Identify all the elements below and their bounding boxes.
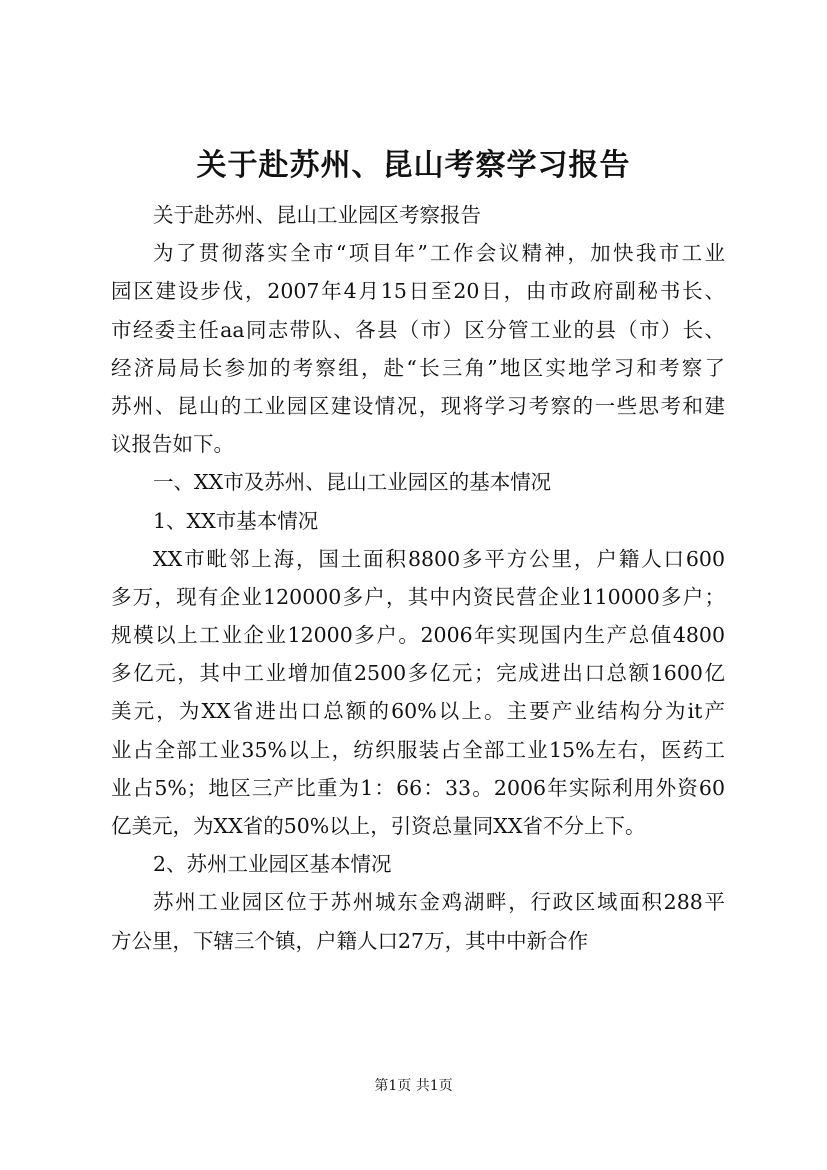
paragraph-line: 经济局局长参加的考察组，赴“长三角”地区实地学习和考察了 <box>111 355 725 380</box>
paragraph-line: 苏州工业园区位于苏州城东金鸡湖畔，行政区域面积288平 <box>153 890 725 915</box>
subtitle-line: 关于赴苏州、昆山工业园区考察报告 <box>153 203 481 227</box>
subsection-heading: 1、XX市基本情况 <box>153 508 319 533</box>
document-body <box>111 196 725 960</box>
paragraph-line: 方公里，下辖三个镇，户籍人口27万，其中中新合作 <box>111 928 589 953</box>
paragraph-line: 业占全部工业35%以上，纺织服装占全部工业15%左右，医药工 <box>111 737 725 762</box>
paragraph-line: 为了贯彻落实全市“项目年”工作会议精神，加快我市工业 <box>153 241 725 266</box>
page-footer: 第1页 共1页 <box>374 1078 453 1094</box>
paragraph-line: 苏州、昆山的工业园区建设情况，现将学习考察的一些思考和建 <box>111 393 725 418</box>
paragraph-line: 亿美元，为XX省的50%以上，引资总量同XX省不分上下。 <box>111 814 646 838</box>
subsection-heading: 2、苏州工业园区基本情况 <box>153 852 392 877</box>
paragraph-line: 规模以上工业企业12000多户。2006年实现国内生产总值4800 <box>111 623 725 648</box>
paragraph-line: 园区建设步伐，2007年4月15日至20日，由市政府副秘书长、 <box>111 279 725 304</box>
paragraph-line: 议报告如下。 <box>111 432 234 457</box>
paragraph-line: 市经委主任aa同志带队、各县（市）区分管工业的县（市）长、 <box>111 317 725 342</box>
document-title: 关于赴苏州、昆山考察学习报告 <box>196 148 631 183</box>
paragraph-line: 多万，现有企业120000多户，其中内资民营企业110000多户； <box>111 584 725 609</box>
paragraph-line: 多亿元，其中工业增加值2500多亿元；完成进出口总额1600亿 <box>111 661 725 686</box>
paragraph-line: XX市毗邻上海，国土面积8800多平方公里，户籍人口600 <box>153 546 725 571</box>
section-heading: 一、XX市及苏州、昆山工业园区的基本情况 <box>153 470 552 495</box>
paragraph-line: 美元，为XX省进出口总额的60%以上。主要产业结构分为it产 <box>111 699 725 724</box>
paragraph-line: 业占5%；地区三产比重为1：66：33。2006年实际利用外资60 <box>111 775 725 800</box>
